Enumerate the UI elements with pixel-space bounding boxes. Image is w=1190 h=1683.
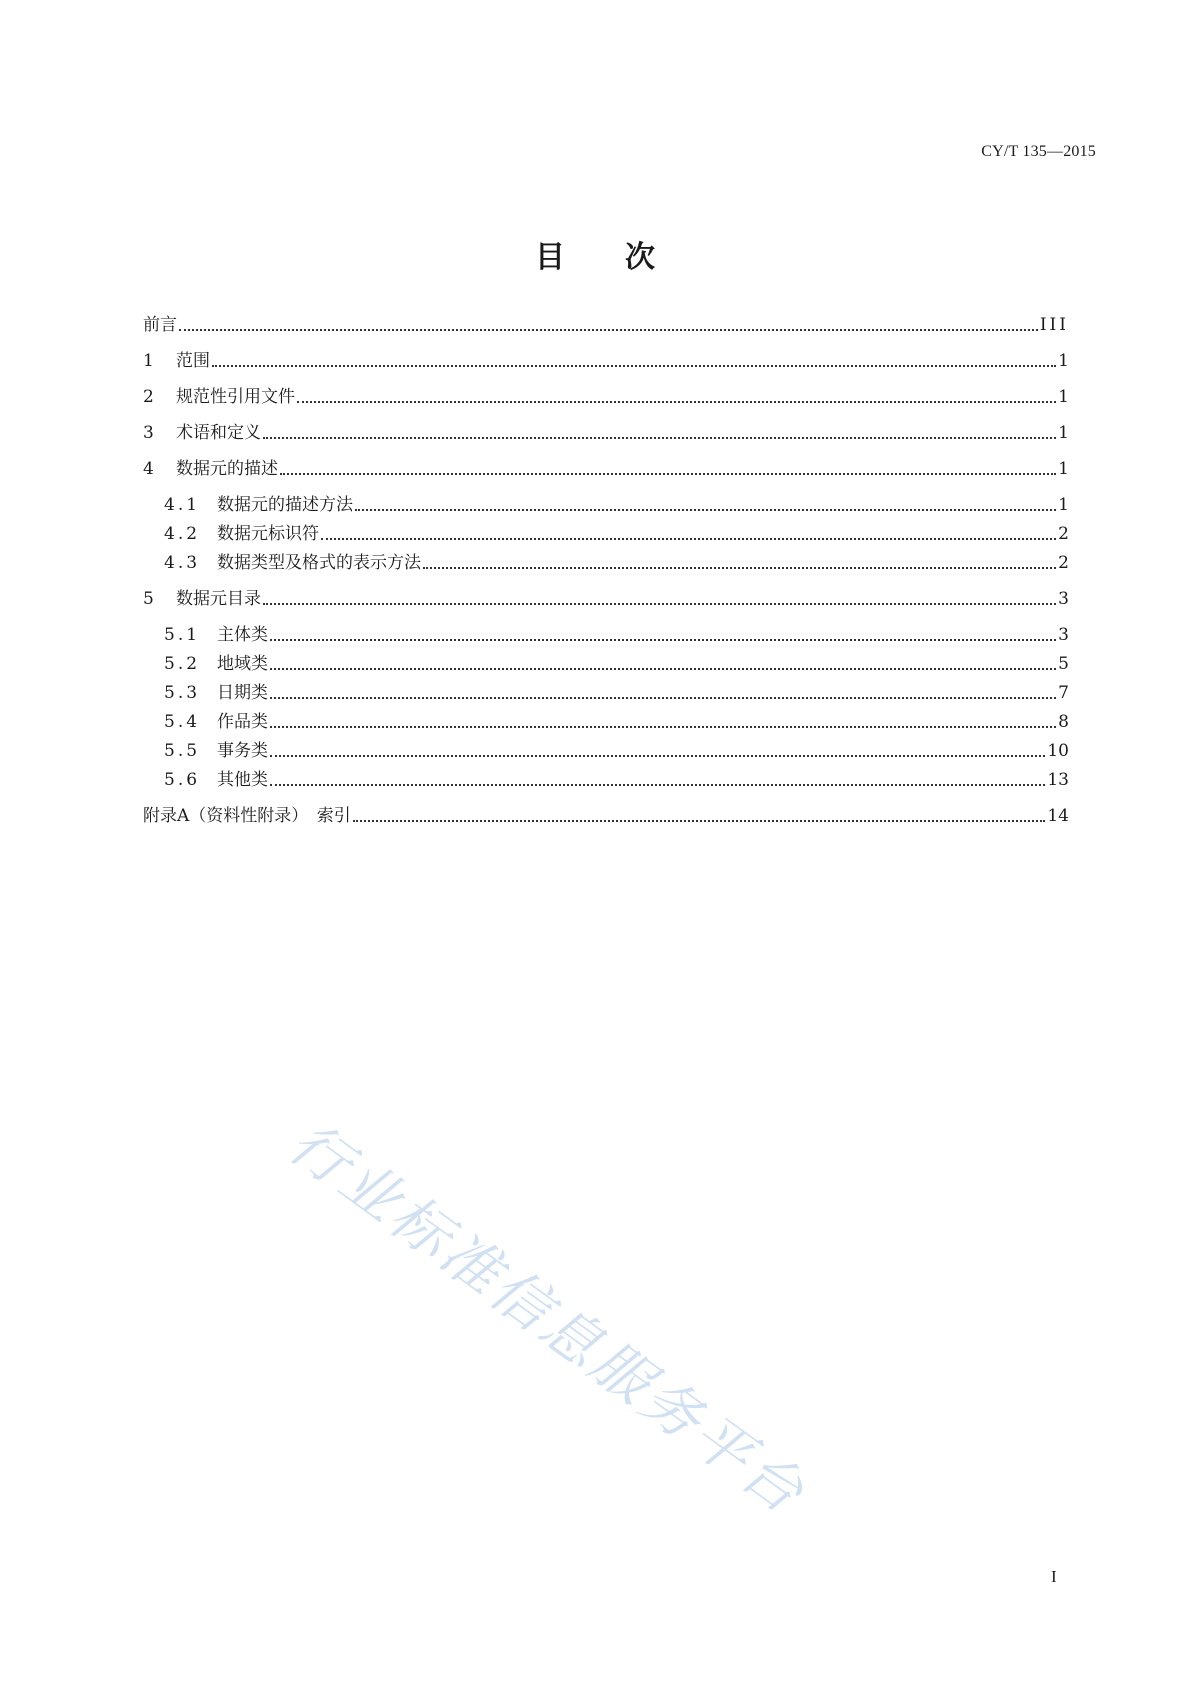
- toc-entry-title: 规范性引用文件: [176, 387, 295, 407]
- toc-entry-title: 其他类: [217, 770, 268, 790]
- toc-leader-dots: [212, 365, 1056, 367]
- toc-entry-title: 数据元标识符: [217, 524, 319, 544]
- toc-entry-page: 5: [1058, 654, 1069, 674]
- toc-entry-1[interactable]: [143, 348, 1069, 372]
- toc-entry-page: 2: [1058, 524, 1069, 544]
- toc-entry-title: 术语和定义: [176, 423, 261, 443]
- toc-entry-page: 3: [1058, 589, 1069, 609]
- toc-entry-title: 地域类: [217, 654, 268, 674]
- title-char-1: 目: [535, 240, 565, 275]
- toc-entry-title: 数据类型及格式的表示方法: [217, 553, 421, 573]
- toc-entry-annex-a[interactable]: [143, 803, 1069, 827]
- toc-entry-number: 5.6: [164, 770, 201, 790]
- toc-entry-page: 14: [1047, 806, 1069, 826]
- toc-entry-page: 3: [1058, 625, 1069, 645]
- page-number: I: [1051, 1567, 1057, 1586]
- toc-entry-number: 4.3: [164, 553, 201, 573]
- toc-entry-title: 范围: [176, 351, 210, 371]
- title-char-2: 次: [625, 240, 655, 275]
- toc-leader-dots: [297, 401, 1056, 403]
- toc-leader-dots: [263, 437, 1056, 439]
- toc-leader-dots: [270, 668, 1056, 670]
- toc-entry-title: 前言: [143, 315, 177, 335]
- toc-entry-5-4[interactable]: [164, 709, 1069, 733]
- toc-leader-dots: [270, 784, 1045, 786]
- toc-entry-4[interactable]: [143, 456, 1069, 480]
- toc-entry-4-1[interactable]: [164, 492, 1069, 516]
- toc-entry-5-3[interactable]: [164, 680, 1069, 704]
- toc-entry-5-6[interactable]: [164, 767, 1069, 791]
- toc-entry-number: 5.5: [164, 741, 201, 761]
- toc-entry-5-5[interactable]: [164, 738, 1069, 762]
- toc-entry-3[interactable]: [143, 420, 1069, 444]
- toc-entry-number: 4.1: [164, 495, 201, 515]
- toc-leader-dots: [353, 820, 1046, 822]
- toc-entry-number: 1: [143, 351, 154, 371]
- toc-leader-dots: [270, 755, 1045, 757]
- toc-leader-dots: [270, 726, 1056, 728]
- toc-entry-title: 数据元的描述: [176, 459, 278, 479]
- toc-entry-page: 7: [1058, 683, 1069, 703]
- toc-entry-number: 2: [143, 387, 154, 407]
- watermark: 行业标准信息服务平台: [277, 1108, 819, 1528]
- toc-entry-page: 13: [1047, 770, 1069, 790]
- toc-entry-page: 1: [1058, 459, 1069, 479]
- toc-entry-page: 1: [1058, 423, 1069, 443]
- toc-entry-page: 2: [1058, 553, 1069, 573]
- toc-entry-page: 1: [1058, 387, 1069, 407]
- toc-entry-title: 事务类: [217, 741, 268, 761]
- toc-leader-dots: [270, 639, 1056, 641]
- toc-entry-5[interactable]: [143, 586, 1069, 610]
- toc-entry-page: 8: [1058, 712, 1069, 732]
- page-title: [0, 232, 1190, 276]
- toc-entry-4-3[interactable]: [164, 550, 1069, 574]
- toc-entry-number: 5.1: [164, 625, 201, 645]
- toc-entry-page: III: [1039, 315, 1069, 335]
- toc-entry-5-1[interactable]: [164, 622, 1069, 646]
- toc-entry-page: 1: [1058, 495, 1069, 515]
- toc-entry-title: 附录A（资料性附录） 索引: [143, 806, 351, 826]
- toc-leader-dots: [355, 509, 1056, 511]
- toc-entry-title: 数据元目录: [176, 589, 261, 609]
- toc-entry-foreword[interactable]: [143, 312, 1069, 336]
- toc-entry-title: 数据元的描述方法: [217, 495, 353, 515]
- toc-entry-number: 4.2: [164, 524, 201, 544]
- toc-entry-title: 作品类: [217, 712, 268, 732]
- toc-entry-page: 1: [1058, 351, 1069, 371]
- standard-code: CY/T 135—2015: [981, 143, 1096, 160]
- toc-leader-dots: [263, 603, 1056, 605]
- toc-entry-title: 主体类: [217, 625, 268, 645]
- toc-leader-dots: [423, 567, 1056, 569]
- toc-leader-dots: [270, 697, 1056, 699]
- toc-entry-number: 3: [143, 423, 154, 443]
- toc-entry-number: 5.3: [164, 683, 201, 703]
- toc-entry-5-2[interactable]: [164, 651, 1069, 675]
- toc-leader-dots: [179, 329, 1038, 331]
- toc-entry-page: 10: [1047, 741, 1069, 761]
- toc-leader-dots: [321, 538, 1056, 540]
- toc-entry-number: 5.2: [164, 654, 201, 674]
- toc-leader-dots: [280, 473, 1056, 475]
- toc-entry-4-2[interactable]: [164, 521, 1069, 545]
- toc-entry-2[interactable]: [143, 384, 1069, 408]
- toc-entry-number: 5: [143, 589, 154, 609]
- toc-entry-number: 4: [143, 459, 154, 479]
- toc-entry-number: 5.4: [164, 712, 201, 732]
- toc-entry-title: 日期类: [217, 683, 268, 703]
